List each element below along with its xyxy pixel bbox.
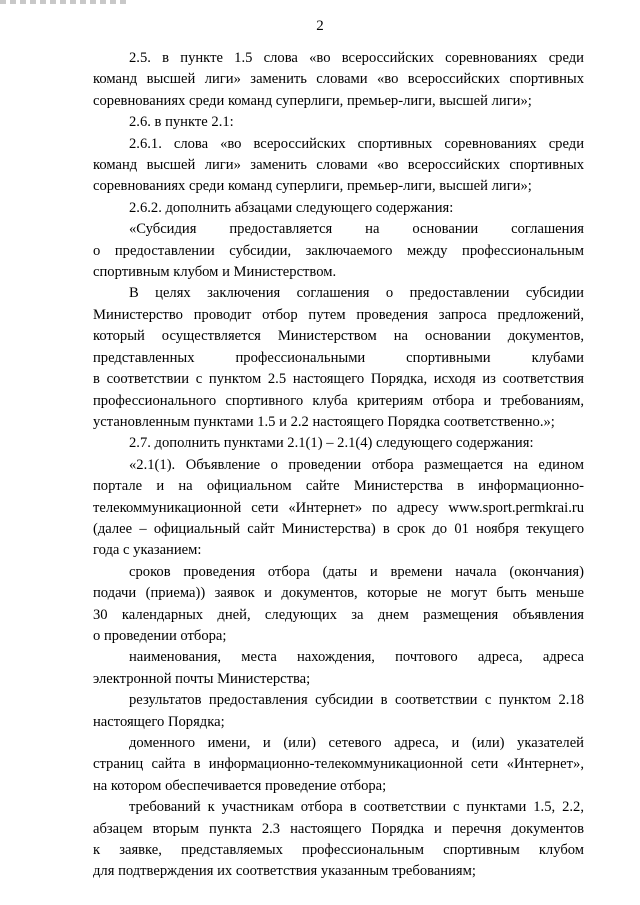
- text-line: 2.7. дополнить пунктами 2.1(1) – 2.1(4) следующего содержания:: [129, 435, 534, 452]
- text-line: года с указанием:: [93, 542, 202, 559]
- text-line: представленных профессиональными спортивными клубами: [93, 349, 584, 366]
- text-line: на котором обеспечивается проведение отбора;: [93, 777, 387, 794]
- text-line: установленным пунктами 1.5 и 2.2 настоящего Порядка соответственно.»;: [93, 413, 555, 430]
- text-line: абзацем вторым пункта 2.3 настоящего Порядка и перечня документов: [93, 820, 584, 837]
- text-line: 2.6.2. дополнить абзацами следующего содержания:: [129, 199, 454, 216]
- text-line: 2.5. в пункте 1.5 слова «во всероссийских соревнованиях среди: [129, 50, 584, 66]
- text-line: требований к участникам отбора в соответствии с пунктами 1.5, 2.2,: [129, 799, 584, 816]
- scan-artifact: [0, 0, 128, 4]
- text-line: для подтверждения их соответствия указанным требованиям;: [93, 863, 476, 880]
- text-line: подачи (приема)) заявок и документов, которые не могут быть меньше: [93, 585, 584, 602]
- text-line: результатов предоставления субсидии в соответствии с пунктом 2.18: [129, 692, 584, 709]
- text-line: Министерство проводит отбор путем проведения запроса предложений,: [93, 306, 584, 323]
- text-line: настоящего Порядка;: [93, 713, 225, 730]
- text-line: спортивным клубом и Министерством.: [93, 264, 337, 281]
- text-line: 2.6. в пункте 2.1:: [129, 114, 234, 131]
- text-line: который осуществляется Министерством на основании документов,: [93, 328, 584, 345]
- text-line: «Субсидия предоставляется на основании соглашения: [129, 221, 584, 238]
- text-line: команд высшей лиги» заменить словами «во всероссийских спортивных: [93, 71, 584, 88]
- text-line: сроков проведения отбора (даты и времени начала (окончания): [129, 563, 584, 580]
- text-line: страниц сайта в информационно-телекоммуникационной сети «Интернет»,: [93, 756, 584, 773]
- page-number: 2: [316, 18, 324, 34]
- text-line: команд высшей лиги» заменить словами «во всероссийских спортивных: [93, 157, 584, 174]
- text-line: о предоставлении субсидии, заключаемого между профессиональным: [93, 242, 584, 259]
- text-line: портале и на официальном сайте Министерства в информационно-: [93, 478, 584, 495]
- text-line: 30 календарных дней, следующих за днем размещения объявления: [93, 606, 584, 623]
- text-line: телекоммуникационной сети «Интернет» по адресу www.sport.permkrai.ru: [93, 499, 584, 516]
- text-line: доменного имени, и (или) сетевого адреса, и (или) указателей: [129, 735, 584, 751]
- text-line: электронной почты Министерства;: [93, 670, 311, 687]
- text-line: о проведении отбора;: [93, 627, 227, 644]
- text-line: к заявке, представляемых профессиональным спортивным клубом: [93, 842, 584, 859]
- text-line: (далее – официальный сайт Министерства) в срок до 01 ноября текущего: [93, 520, 584, 537]
- document-body: [93, 48, 584, 883]
- text-line: «2.1(1). Объявление о проведении отбора размещается на едином: [129, 456, 584, 473]
- text-line: профессионального спортивного клуба критериям отбора и требованиям,: [93, 392, 584, 409]
- text-line: соревнованиях среди команд суперлиги, премьер-лиги, высшей лиги»;: [93, 92, 532, 109]
- text-line: В целях заключения соглашения о предоставлении субсидии: [129, 285, 584, 302]
- text-line: соревнованиях среди команд суперлиги, премьер-лиги, высшей лиги»;: [93, 178, 532, 195]
- text-line: в соответствии с пунктом 2.5 настоящего Порядка, исходя из соответствия: [93, 371, 584, 388]
- text-line: 2.6.1. слова «во всероссийских спортивных соревнованиях среди: [129, 135, 584, 152]
- text-line: наименования, места нахождения, почтового адреса, адреса: [129, 649, 584, 666]
